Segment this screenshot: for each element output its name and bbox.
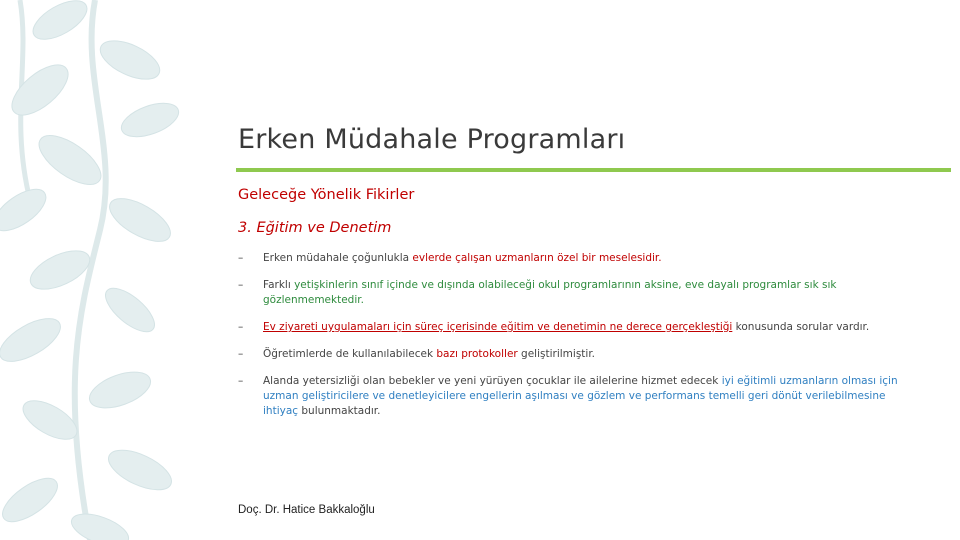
bullet-marker: –	[238, 252, 244, 264]
bullet-marker: –	[238, 321, 244, 333]
section-heading: 3. Eğitim ve Denetim	[238, 220, 392, 236]
bullet-text: Ev ziyareti uygulamaları için süreç içerisinde eğitim ve denetimin ne derece gerçekleştiği konusunda sorular vardır.	[263, 321, 870, 333]
author-footer: Doç. Dr. Hatice Bakkaloğlu	[238, 504, 375, 516]
bullet-text: Öğretimlerde de kullanılabilecek bazı protokoller geliştirilmiştir.	[263, 348, 596, 360]
bullet-text: Erken müdahale çoğunlukla evlerde çalışan uzmanların özel bir meselesidir.	[263, 252, 662, 264]
bullet-marker: –	[238, 375, 244, 387]
bullet-text: Alanda yetersizliği olan bebekler ve yeni yürüyen çocuklar ile ailelerine hizmet edecek iyi eğitimli uzmanların olması için uzman geliştiricilere ve denetleyicilere engellerin aşılması ve gözlem ve performans temelli geri dönüt verilebilmesine ihtiyaç bulunmaktadır.	[263, 375, 898, 417]
leaf-vine-decoration	[0, 0, 260, 540]
bullet-marker: –	[238, 348, 244, 360]
bullet-marker: –	[238, 279, 244, 291]
slide-title: Erken Müdahale Programları	[238, 124, 626, 155]
bullet-text: Farklı yetişkinlerin sınıf içinde ve dışında olabileceği okul programlarının aksine, eve dayalı programlar sık sık gözlenmemektedir.	[263, 279, 837, 306]
slide-subtitle: Geleceğe Yönelik Fikirler	[238, 187, 415, 203]
title-underline	[236, 168, 951, 172]
